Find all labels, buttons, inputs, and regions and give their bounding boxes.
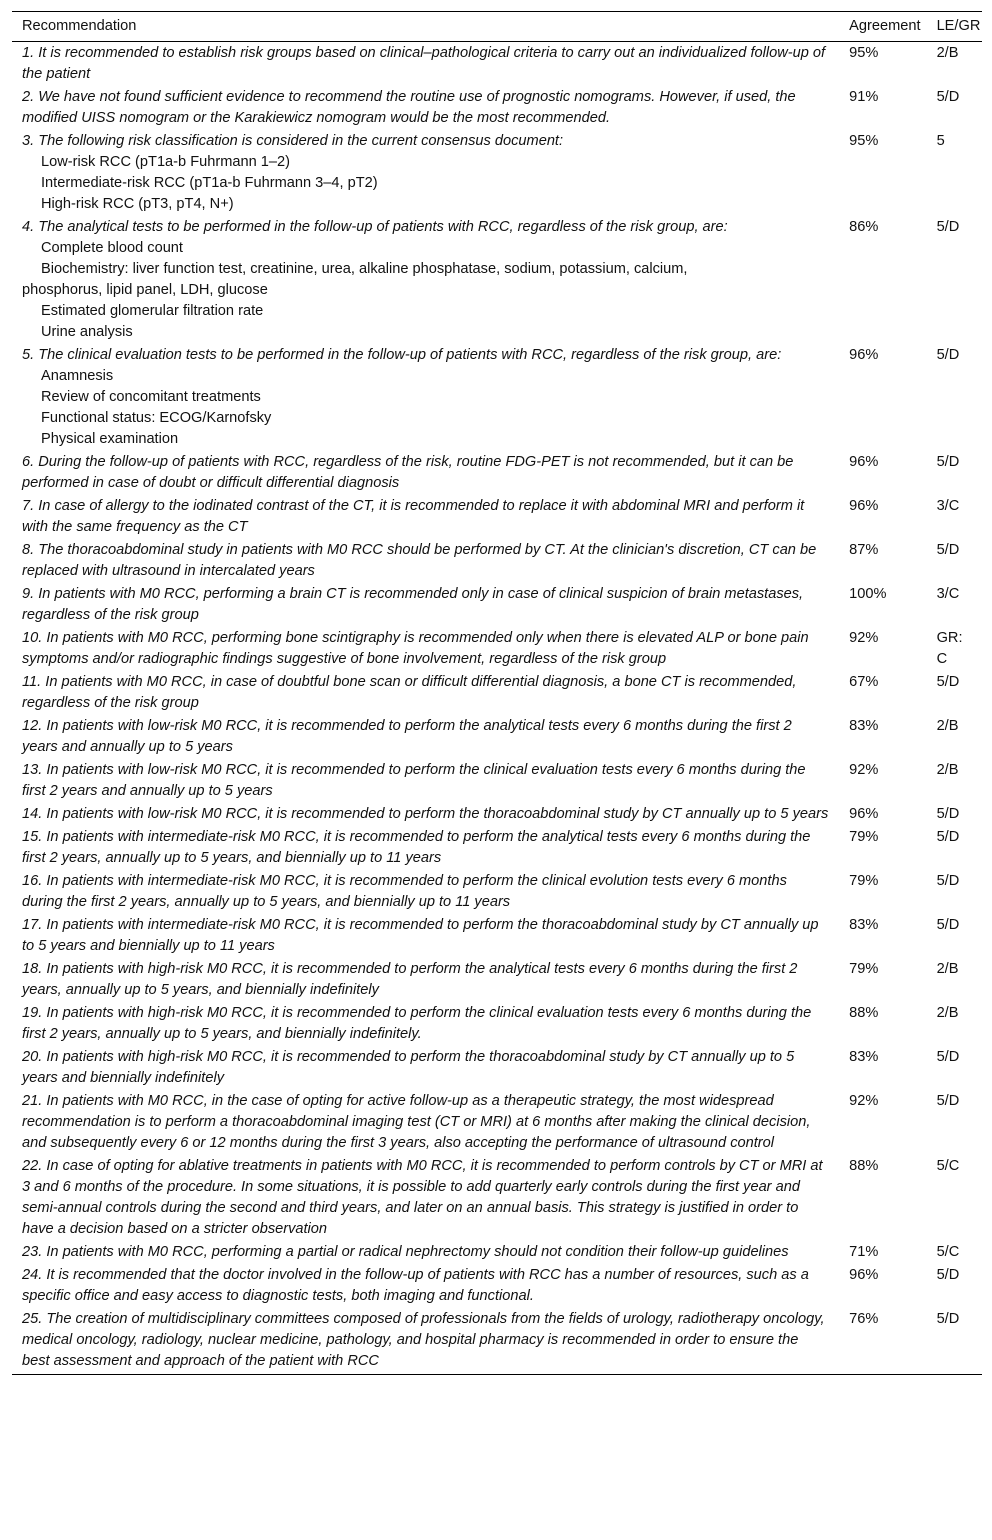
table-header: [12, 12, 982, 42]
recommendation-text: 18. In patients with high-risk M0 RCC, it is recommended to perform the analytical tests every 6 months during the first 2 years, annually up to 5 years, and biennially indefinitely: [22, 961, 798, 998]
recommendation-cell: [12, 826, 839, 870]
table-row: [12, 870, 982, 914]
recommendation-cell: [12, 870, 839, 914]
header-legr: LE/GR: [927, 12, 982, 42]
legr-cell: 5/D: [936, 454, 960, 470]
agreement-cell: 96%: [849, 806, 879, 822]
table-row: [12, 826, 982, 870]
recommendation-text: 4. The analytical tests to be performed in the follow-up of patients with RCC, regardless of the risk group, are:: [22, 219, 728, 235]
table-row: [12, 86, 982, 130]
recommendation-text: 17. In patients with intermediate-risk M0 RCC, it is recommended to perform the thoracoabdominal study by CT annually up to 5 years and biennially up to 11 years: [22, 917, 819, 954]
recommendation-text: 20. In patients with high-risk M0 RCC, it is recommended to perform the thoracoabdominal study by CT annually up to 5 years and biennially indefinitely: [22, 1049, 795, 1086]
agreement-cell: 91%: [849, 89, 879, 105]
agreement-cell: 79%: [849, 829, 879, 845]
header-recommendation: Recommendation: [12, 12, 839, 42]
recommendation-cell: [12, 451, 839, 495]
table-row: [12, 1046, 982, 1090]
agreement-cell: 95%: [849, 133, 879, 149]
agreement-cell: 92%: [849, 630, 879, 646]
recommendations-table: [12, 11, 982, 1375]
agreement-cell: 87%: [849, 542, 879, 558]
table-row: [12, 130, 982, 216]
table-row: [12, 539, 982, 583]
recommendation-subitem: Urine analysis: [41, 324, 133, 340]
legr-cell: GR: C: [936, 630, 963, 667]
table-row: [12, 1155, 982, 1241]
table-row: [12, 671, 982, 715]
legr-cell: 2/B: [936, 45, 959, 61]
recommendation-cell: [12, 1002, 839, 1046]
table-row: [12, 914, 982, 958]
table-row: [12, 451, 982, 495]
table-row: [12, 1002, 982, 1046]
legr-cell: 5/D: [936, 873, 960, 889]
legr-cell: 2/B: [936, 718, 959, 734]
table-row: [12, 1308, 982, 1375]
agreement-cell: 83%: [849, 917, 879, 933]
recommendation-text: 24. It is recommended that the doctor involved in the follow-up of patients with RCC has a number of resources, such as a specific office and easy access to diagnostic tests, both imaging and functional.: [22, 1267, 809, 1304]
agreement-cell: 83%: [849, 718, 879, 734]
recommendation-subitem: Review of concomitant treatments: [41, 389, 261, 405]
legr-cell: 5/D: [936, 1267, 960, 1283]
recommendation-text: 8. The thoracoabdominal study in patients with M0 RCC should be performed by CT. At the clinician's discretion, CT can be replaced with ultrasound in intercalated years: [22, 542, 817, 579]
table-row: [12, 1090, 982, 1155]
recommendation-text: 3. The following risk classification is considered in the current consensus document:: [22, 133, 564, 149]
agreement-cell: 76%: [839, 1308, 926, 1375]
recommendation-text: 9. In patients with M0 RCC, performing a brain CT is recommended only in case of clinical suspicion of brain metastases, regardless of the risk group: [22, 586, 804, 623]
legr-cell: 5/C: [936, 1244, 960, 1260]
legr-cell: 5/C: [936, 1158, 960, 1174]
table-row: [12, 715, 982, 759]
recommendation-cell: [12, 344, 839, 451]
legr-cell: 2/B: [936, 1005, 959, 1021]
header-row: [12, 12, 982, 42]
agreement-cell: 79%: [849, 873, 879, 889]
recommendation-subitem: Complete blood count: [41, 240, 183, 256]
recommendation-cell: [12, 539, 839, 583]
table-row: [12, 759, 982, 803]
recommendation-text: 2. We have not found sufficient evidence to recommend the routine use of prognostic nomograms. However, if used, the modified UISS nomogram or the Karakiewicz nomogram would be the most recommended.: [22, 89, 796, 126]
recommendation-subitem-continuation: phosphorus, lipid panel, LDH, glucose: [22, 282, 268, 298]
recommendation-cell: [12, 216, 839, 344]
table-row: [12, 583, 982, 627]
recommendation-text: 11. In patients with M0 RCC, in case of doubtful bone scan or difficult differential diagnosis, a bone CT is recommended, regardless of the risk group: [22, 674, 797, 711]
table-row: [12, 803, 982, 826]
recommendation-subitem: Estimated glomerular filtration rate: [41, 303, 264, 319]
table-row: [12, 42, 982, 87]
legr-cell: 2/B: [936, 762, 959, 778]
recommendation-subitem: Low-risk RCC (pT1a-b Fuhrmann 1–2): [41, 154, 290, 170]
recommendation-cell: [12, 958, 839, 1002]
legr-cell: 5/D: [936, 542, 960, 558]
recommendation-text: 10. In patients with M0 RCC, performing bone scintigraphy is recommended only when there is elevated ALP or bone pain symptoms and/or radiographic findings suggestive of bone involvement, regardless of the risk group: [22, 630, 809, 667]
recommendation-text: 13. In patients with low-risk M0 RCC, it is recommended to perform the clinical evaluation tests every 6 months during the first 2 years and annually up to 5 years: [22, 762, 806, 799]
recommendation-cell: [12, 1241, 839, 1264]
recommendation-text: 1. It is recommended to establish risk groups based on clinical–pathological criteria to carry out an individualized follow-up of the patient: [22, 45, 826, 82]
recommendation-text: 22. In case of opting for ablative treatments in patients with M0 RCC, it is recommended to perform controls by CT or MRI at 3 and 6 months of the procedure. In some situations, it is possible to add quarterly early controls during the first year and semi-annual controls during the second and third years, and later on an annual basis. This strategy is justified in order to have a decision based on a stricter observation: [22, 1158, 823, 1237]
agreement-cell: 67%: [849, 674, 879, 690]
agreement-cell: 95%: [849, 45, 879, 61]
agreement-cell: 79%: [849, 961, 879, 977]
legr-cell: 5/D: [936, 829, 960, 845]
recommendation-text: 12. In patients with low-risk M0 RCC, it is recommended to perform the analytical tests every 6 months during the first 2 years and annually up to 5 years: [22, 718, 792, 755]
recommendation-text: 23. In patients with M0 RCC, performing a partial or radical nephrectomy should not condition their follow-up guidelines: [22, 1244, 789, 1260]
recommendation-cell: [12, 1264, 839, 1308]
legr-cell: 5/D: [936, 347, 960, 363]
agreement-cell: 96%: [849, 347, 879, 363]
recommendation-text: 16. In patients with intermediate-risk M0 RCC, it is recommended to perform the clinical evolution tests every 6 months during the first 2 years, annually up to 5 years, and biennially up to 11 years: [22, 873, 787, 910]
agreement-cell: 88%: [849, 1158, 879, 1174]
recommendation-cell: [12, 627, 839, 671]
recommendation-text: 7. In case of allergy to the iodinated contrast of the CT, it is recommended to replace it with abdominal MRI and perform it with the same frequency as the CT: [22, 498, 805, 535]
agreement-cell: 96%: [849, 1267, 879, 1283]
agreement-cell: 88%: [849, 1005, 879, 1021]
recommendation-subitem: Anamnesis: [41, 368, 114, 384]
recommendation-subitem: Functional status: ECOG/Karnofsky: [41, 410, 272, 426]
recommendation-subitem: High-risk RCC (pT3, pT4, N+): [41, 196, 234, 212]
legr-cell: 2/B: [936, 961, 959, 977]
legr-cell: 5/D: [936, 1093, 960, 1109]
recommendation-cell: [12, 583, 839, 627]
recommendation-text: 15. In patients with intermediate-risk M0 RCC, it is recommended to perform the analytical tests every 6 months during the first 2 years, annually up to 5 years, and biennially up to 11 years: [22, 829, 811, 866]
table-row: [12, 1241, 982, 1264]
recommendation-text: 5. The clinical evaluation tests to be performed in the follow-up of patients with RCC, regardless of the risk group, are:: [22, 347, 782, 363]
agreement-cell: 71%: [849, 1244, 879, 1260]
agreement-cell: 100%: [849, 586, 887, 602]
legr-cell: 5/D: [936, 89, 960, 105]
recommendation-cell: [12, 715, 839, 759]
recommendation-cell: [12, 130, 839, 216]
legr-cell: 5/D: [936, 674, 960, 690]
recommendation-cell: [12, 1155, 839, 1241]
legr-cell: 5: [936, 133, 945, 149]
legr-cell: 3/C: [936, 498, 960, 514]
recommendation-text: 14. In patients with low-risk M0 RCC, it is recommended to perform the thoracoabdominal study by CT annually up to 5 years: [22, 806, 829, 822]
recommendation-cell: [12, 803, 839, 826]
agreement-cell: 92%: [849, 762, 879, 778]
header-agreement: Agreement: [839, 12, 926, 42]
recommendation-cell: [12, 1308, 839, 1375]
recommendation-subitem: Biochemistry: liver function test, creatinine, urea, alkaline phosphatase, sodium, potassium, calcium,: [41, 261, 688, 277]
recommendation-text: 19. In patients with high-risk M0 RCC, it is recommended to perform the clinical evaluation tests every 6 months during the first 2 years, annually up to 5 years, and biennially indefinitely.: [22, 1005, 812, 1042]
recommendation-cell: [12, 1046, 839, 1090]
table-row: [12, 958, 982, 1002]
legr-cell: 5/D: [936, 917, 960, 933]
recommendation-text: 21. In patients with M0 RCC, in the case of opting for active follow-up as a therapeutic strategy, the most widespread recommendation is to perform a thoracoabdominal imaging test (CT or MRI) at 6 months after making the clinical decision, and subsequently every 6 or 12 months during the first 3 years, also accepting the performance of ultrasound control: [22, 1093, 811, 1151]
recommendation-subitem: Intermediate-risk RCC (pT1a-b Fuhrmann 3–4, pT2): [41, 175, 378, 191]
agreement-cell: 96%: [849, 454, 879, 470]
legr-cell: 5/D: [936, 1049, 960, 1065]
recommendation-text: 6. During the follow-up of patients with RCC, regardless of the risk, routine FDG-PET is not recommended, but it can be performed in case of doubt or difficult differential diagnosis: [22, 454, 794, 491]
legr-cell: 5/D: [936, 806, 960, 822]
recommendation-cell: [12, 1090, 839, 1155]
agreement-cell: 96%: [849, 498, 879, 514]
recommendation-cell: [12, 495, 839, 539]
table-row: [12, 1264, 982, 1308]
legr-cell: 3/C: [936, 586, 960, 602]
recommendation-cell: [12, 671, 839, 715]
legr-cell: 5/D: [927, 1308, 982, 1375]
agreement-cell: 92%: [849, 1093, 879, 1109]
agreement-cell: 83%: [849, 1049, 879, 1065]
recommendation-cell: [12, 86, 839, 130]
recommendation-text: 25. The creation of multidisciplinary committees composed of professionals from the fields of urology, radiotherapy oncology, medical oncology, radiology, nuclear medicine, pathology, and hospital pharmacy is recommended in order to ensure the best assessment and approach of the patient with RCC: [22, 1311, 825, 1369]
recommendation-cell: [12, 759, 839, 803]
table-row: [12, 627, 982, 671]
table-row: [12, 495, 982, 539]
recommendation-cell: [12, 914, 839, 958]
table-row: [12, 216, 982, 344]
legr-cell: 5/D: [936, 219, 960, 235]
agreement-cell: 86%: [849, 219, 879, 235]
recommendation-subitem: Physical examination: [41, 431, 179, 447]
recommendation-cell: [12, 42, 839, 87]
table-body: [12, 42, 982, 1375]
table-row: [12, 344, 982, 451]
